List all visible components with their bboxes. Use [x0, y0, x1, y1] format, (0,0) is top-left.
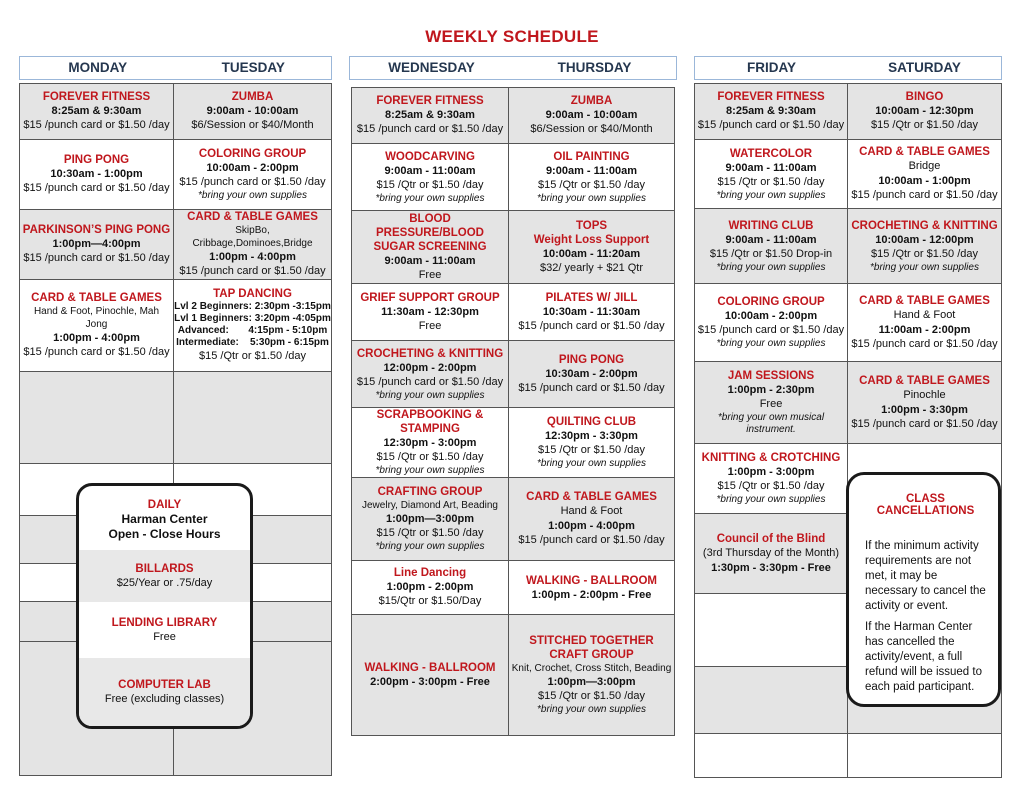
activity-price: Free — [759, 398, 783, 410]
day-header-tuesday: TUESDAY — [221, 60, 285, 75]
activity-supplies-note: *bring your own supplies — [375, 541, 485, 552]
activity-supplies-note: *bring your own supplies — [716, 494, 826, 505]
activity-price: Free — [418, 268, 442, 281]
day-header-row — [694, 56, 1002, 80]
schedule-cell — [509, 211, 674, 284]
activity-supplies-note: *bring your own supplies — [537, 704, 646, 715]
daily-header — [79, 486, 250, 550]
activity-price: $6/Session or $40/Month — [191, 119, 314, 131]
activity-time: 10:00am - 11:20am — [542, 247, 641, 260]
activity-supplies-note: *bring your own supplies — [716, 189, 826, 201]
schedule-cell — [352, 144, 508, 211]
activity-supplies-note: *bring your own supplies — [375, 389, 485, 401]
activity-price: Pinochle — [903, 388, 946, 401]
schedule-cell — [174, 280, 331, 372]
activity-time: 2:00pm - 3:00pm - Free — [370, 676, 490, 688]
activity-supplies-note: *bring your own supplies — [375, 465, 485, 476]
activity-price: Bridge — [908, 160, 941, 172]
activity-time: 12:00pm - 2:00pm — [383, 361, 477, 374]
schedule-cell — [695, 284, 847, 362]
schedule-cell — [352, 284, 508, 341]
schedule-cell — [20, 140, 173, 210]
activity-time: 9:00am - 11:00am — [384, 164, 476, 177]
activity-price: $15 /punch card or $1.50 /day — [518, 381, 665, 394]
daily-item-computer-lab — [79, 658, 250, 726]
activity-price: $15 /Qtr or $1.50 /day — [537, 444, 645, 456]
activity-time: 9:00am - 11:00am — [725, 161, 817, 174]
activity-title: ZUMBA — [570, 95, 613, 107]
activity-supplies-note: *bring your own supplies — [870, 261, 979, 273]
activity-time: 10:00am - 1:00pm — [878, 175, 971, 187]
daily-item-detail: Free (excluding classes) — [104, 692, 225, 705]
activity-title: TAP DANCING — [213, 288, 292, 300]
activity-note: SkipBo, Cribbage,Dominoes,Bridge — [192, 225, 313, 249]
schedule-cell — [695, 140, 847, 209]
schedule-cell — [509, 561, 674, 615]
schedule-cell — [509, 144, 674, 211]
activity-title: WOODCARVING — [385, 150, 475, 163]
activity-supplies-note: *bring your own supplies — [375, 192, 485, 204]
schedule-cell — [352, 211, 508, 284]
schedule-cell — [174, 210, 331, 280]
schedule-cell — [352, 561, 508, 615]
activity-supplies-note: *bring your own supplies — [716, 338, 826, 349]
activity-price: $15 /punch card or $1.50 /day — [23, 119, 170, 131]
activity-title: TOPS — [575, 219, 608, 232]
activity-title: Line Dancing — [393, 567, 467, 579]
activity-price: $15 /Qtr or $1.50 /day — [537, 690, 645, 702]
schedule-cell — [174, 83, 331, 140]
activity-level-time: Intermediate: 5:30pm - 6:15pm — [176, 337, 329, 348]
cancellations-callout — [846, 472, 1001, 707]
thursday-column — [508, 87, 675, 736]
activity-price: $15 /punch card or $1.50 /day — [697, 119, 845, 131]
activity-price: $15 /Qtr or $1.50 /day — [870, 247, 978, 260]
day-header-monday: MONDAY — [68, 60, 128, 75]
activity-time: 9:00am - 11:00am — [545, 164, 638, 177]
schedule-cell — [20, 210, 173, 280]
activity-title: QUILTING CLUB — [546, 416, 637, 428]
schedule-cell — [509, 615, 674, 736]
schedule-cell — [352, 478, 508, 561]
activity-price: $15 /Qtr or $1.50 /day — [198, 350, 306, 362]
schedule-cell — [509, 478, 674, 561]
schedule-cell — [20, 83, 173, 140]
activity-level-time: Advanced: 4:15pm - 5:10pm — [177, 325, 328, 336]
activity-title: JAM SESSIONS — [727, 370, 815, 382]
activity-title: CARD & TABLE GAMES — [31, 292, 162, 304]
empty-schedule-cell — [20, 372, 173, 464]
schedule-cell — [695, 514, 847, 594]
activity-price: (3rd Thursday of the Month) — [702, 547, 840, 559]
activity-time: 1:00pm - 3:00pm — [727, 466, 815, 478]
schedule-cell — [352, 87, 508, 144]
day-header-row — [349, 56, 677, 80]
activity-title: STITCHED TOGETHER CRAFT GROUP — [529, 635, 654, 661]
activity-time: 9:00am - 11:00am — [725, 233, 817, 246]
activity-title: BINGO — [905, 91, 944, 103]
activity-level-time: Lvl 1 Beginners: 3:20pm -4:05pm — [174, 313, 331, 324]
activity-time: 1:00pm - 4:00pm — [548, 520, 635, 532]
activity-time: 8:25am & 9:30am — [51, 105, 142, 117]
activity-time: 10:30am - 2:00pm — [545, 367, 638, 380]
empty-schedule-cell — [695, 594, 847, 667]
activity-supplies-note: *bring your own supplies — [716, 261, 826, 273]
daily-item-detail: $25/Year or .75/day — [116, 576, 213, 589]
activity-price: $15/Qtr or $1.50/Day — [378, 595, 482, 607]
schedule-cell — [509, 87, 674, 144]
empty-schedule-cell — [174, 372, 331, 464]
activity-price: Hand & Foot — [893, 308, 956, 321]
activity-title: CARD & TABLE GAMES — [859, 294, 990, 307]
activity-price: $15 /punch card or $1.50 /day — [356, 375, 504, 388]
schedule-cell — [848, 284, 1001, 362]
activity-price: $15 /Qtr or $1.50 /day — [537, 178, 645, 191]
activity-time: 12:30pm - 3:00pm — [383, 437, 477, 449]
schedule-cell — [695, 444, 847, 514]
activity-time: 9:00am - 10:00am — [545, 109, 638, 121]
panel-wed-thu — [349, 56, 677, 736]
daily-item-title: BILLARDS — [135, 562, 194, 575]
schedule-cell — [695, 362, 847, 444]
activity-title: FOREVER FITNESS — [717, 91, 825, 103]
activity-supplies-note: *bring your own supplies — [537, 192, 646, 204]
schedule-cell — [352, 341, 508, 408]
activity-price: $15 /Qtr or $1.50 /day — [870, 119, 978, 131]
activity-price: $15 /punch card or $1.50 /day — [851, 337, 998, 350]
activity-title: Council of the Blind — [716, 533, 826, 545]
activity-title: WALKING - BALLROOM — [364, 662, 496, 674]
activity-time: 11:30am - 12:30pm — [381, 305, 479, 318]
activity-title: SCRAPBOOKING & STAMPING — [376, 409, 484, 435]
empty-schedule-cell — [695, 734, 847, 778]
schedule-cell — [848, 140, 1001, 209]
schedule-cell — [695, 209, 847, 284]
day-header-saturday: SATURDAY — [888, 60, 961, 75]
activity-title: CROCHETING & KNITTING — [851, 219, 998, 232]
daily-item-lending-library — [79, 602, 250, 658]
schedule-cell — [509, 408, 674, 478]
activity-price: $15 /punch card or $1.50 /day — [697, 324, 845, 336]
activity-time: 1:00pm - 3:30pm — [881, 403, 968, 416]
activity-title: COLORING GROUP — [198, 148, 307, 160]
activity-price: $15 /punch card or $1.50 /day — [179, 265, 326, 277]
activity-title: FOREVER FITNESS — [376, 95, 484, 107]
activity-title: WRITING CLUB — [728, 219, 814, 232]
activity-title: GRIEF SUPPORT GROUP — [360, 291, 500, 304]
activity-title: CARD & TABLE GAMES — [526, 491, 657, 503]
activity-title: COLORING GROUP — [717, 296, 825, 308]
activity-price: $15 /Qtr or $1.50 /day — [376, 527, 484, 539]
activity-time: 10:30am - 11:30am — [542, 305, 641, 318]
activity-time: 1:00pm - 2:00pm — [386, 581, 474, 593]
activity-price: $15 /Qtr or $1.50 /day — [717, 480, 825, 492]
activity-price: $15 /Qtr or $1.50 /day — [376, 178, 484, 191]
activity-time: 9:00am - 10:00am — [206, 105, 299, 117]
schedule-cell — [848, 209, 1001, 284]
activity-price: $6/Session or $40/Month — [530, 123, 653, 135]
empty-schedule-cell — [695, 667, 847, 734]
activity-price: $15 /Qtr or $1.50 Drop-in — [709, 247, 833, 260]
activity-note: Knit, Crochet, Cross Stitch, Beading — [511, 663, 672, 674]
schedule-cell — [509, 284, 674, 341]
cancellations-paragraph-2: If the Harman Center has cancelled the activity/event, a full refund will be issued to each paid participant. — [865, 621, 982, 693]
activity-price: $15 /punch card or $1.50 /day — [518, 319, 665, 332]
daily-item-title: LENDING LIBRARY — [111, 616, 218, 629]
activity-level-time: Lvl 2 Beginners: 2:30pm -3:15pm — [174, 301, 331, 312]
daily-item-detail: Free — [153, 630, 176, 643]
activity-title: PARKINSON’S PING PONG — [22, 224, 171, 236]
activity-price: $15 /punch card or $1.50 /day — [356, 123, 504, 135]
page-title: WEEKLY SCHEDULE — [425, 27, 599, 46]
activity-title: PING PONG — [63, 154, 130, 166]
activity-price: $15 /Qtr or $1.50 /day — [717, 175, 825, 188]
cancellations-title: CLASS CANCELLATIONS — [876, 493, 975, 517]
schedule-cell — [509, 341, 674, 408]
activity-price: Free — [418, 319, 442, 332]
activity-time: 1:00pm—3:00pm — [385, 513, 475, 525]
cancellations-paragraph-1: If the minimum activity requirements are not met, it may be necessary to cancel the activity or event. — [865, 540, 986, 612]
activity-time: 1:00pm—3:00pm — [547, 676, 636, 688]
schedule-cell — [20, 280, 173, 372]
activity-price: $15 /punch card or $1.50 /day — [23, 182, 170, 194]
activity-title: WATERCOLOR — [729, 147, 813, 160]
empty-schedule-cell — [848, 734, 1001, 778]
activity-price: $15 /punch card or $1.50 /day — [23, 346, 170, 358]
activity-time: 1:00pm - 2:00pm - Free — [531, 588, 652, 601]
schedule-cell — [695, 83, 847, 140]
activity-title: PILATES W/ JILL — [545, 291, 638, 304]
activity-note: Hand & Foot, Pinochle, Mah Jong — [33, 306, 160, 330]
daily-callout — [76, 483, 253, 729]
friday-column — [694, 83, 847, 778]
day-header-friday: FRIDAY — [746, 60, 796, 75]
activity-time: 8:25am & 9:30am — [726, 105, 816, 117]
activity-title: CARD & TABLE GAMES — [859, 146, 990, 158]
activity-subtitle: Weight Loss Support — [533, 233, 650, 246]
day-header-row — [19, 56, 332, 80]
activity-title: CROCHETING & KNITTING — [356, 347, 504, 360]
activity-supplies-note: *bring your own musical instrument. — [717, 412, 825, 435]
activity-time: 1:00pm - 4:00pm — [209, 251, 296, 263]
activity-time: 11:00am - 2:00pm — [878, 323, 971, 336]
activity-time: 9:00am - 11:00am — [384, 254, 476, 267]
activity-time: 8:25am & 9:30am — [385, 109, 475, 121]
activity-supplies-note: *bring your own supplies — [198, 190, 307, 201]
schedule-cell — [174, 140, 331, 210]
daily-center-name: Harman Center — [121, 512, 208, 526]
activity-time: 10:00am - 2:00pm — [206, 162, 299, 174]
activity-time: 1:00pm - 4:00pm — [53, 332, 140, 344]
activity-title: CRAFTING GROUP — [377, 486, 483, 498]
activity-supplies-note: *bring your own supplies — [537, 458, 646, 469]
activity-price: Hand & Foot — [560, 505, 623, 517]
activity-time: 1:30pm - 3:30pm - Free — [711, 562, 831, 574]
activity-time: 10:00am - 2:00pm — [724, 310, 818, 322]
activity-title: PING PONG — [558, 353, 625, 366]
activity-price: $15 /Qtr or $1.50 /day — [376, 451, 484, 463]
day-header-thursday: THURSDAY — [557, 60, 632, 75]
schedule-cell — [352, 408, 508, 478]
activity-title: WALKING - BALLROOM — [526, 574, 657, 587]
activity-price: $15 /punch card or $1.50 /day — [179, 176, 326, 188]
activity-title: BLOOD PRESSURE/BLOOD SUGAR SCREENING — [373, 212, 487, 253]
activity-title: CARD & TABLE GAMES — [187, 211, 318, 223]
activity-time: 10:00am - 12:00pm — [875, 233, 974, 246]
activity-price: $15 /punch card or $1.50 /day — [851, 189, 998, 201]
activity-price: $32/ yearly + $21 Qtr — [539, 261, 644, 274]
activity-title: KNITTING & CROTCHING — [701, 452, 841, 464]
activity-price: $15 /punch card or $1.50 /day — [518, 534, 665, 546]
activity-title: OIL PAINTING — [553, 150, 630, 163]
daily-heading: DAILY — [147, 499, 182, 511]
activity-title: ZUMBA — [231, 91, 274, 103]
activity-title: FOREVER FITNESS — [42, 91, 151, 103]
day-header-wednesday: WEDNESDAY — [388, 60, 475, 75]
daily-item-title: COMPUTER LAB — [118, 678, 211, 691]
activity-price: $15 /punch card or $1.50 /day — [851, 417, 998, 430]
schedule-cell — [848, 362, 1001, 444]
activity-time: 10:00am - 12:30pm — [875, 105, 974, 117]
schedule-cell — [848, 83, 1001, 140]
activity-time: 12:30pm - 3:30pm — [545, 430, 638, 442]
schedule-cell — [352, 615, 508, 736]
activity-time: 1:00pm—4:00pm — [52, 238, 141, 250]
activity-time: 1:00pm - 2:30pm — [727, 384, 815, 396]
wednesday-column — [351, 87, 508, 736]
activity-note: Jewelry, Diamond Art, Beading — [362, 500, 498, 511]
activity-price: $15 /punch card or $1.50 /day — [23, 252, 170, 264]
daily-item-billards — [79, 550, 250, 602]
daily-hours: Open - Close Hours — [108, 527, 221, 541]
activity-time: 10:30am - 1:00pm — [50, 168, 143, 180]
activity-title: CARD & TABLE GAMES — [859, 374, 990, 387]
